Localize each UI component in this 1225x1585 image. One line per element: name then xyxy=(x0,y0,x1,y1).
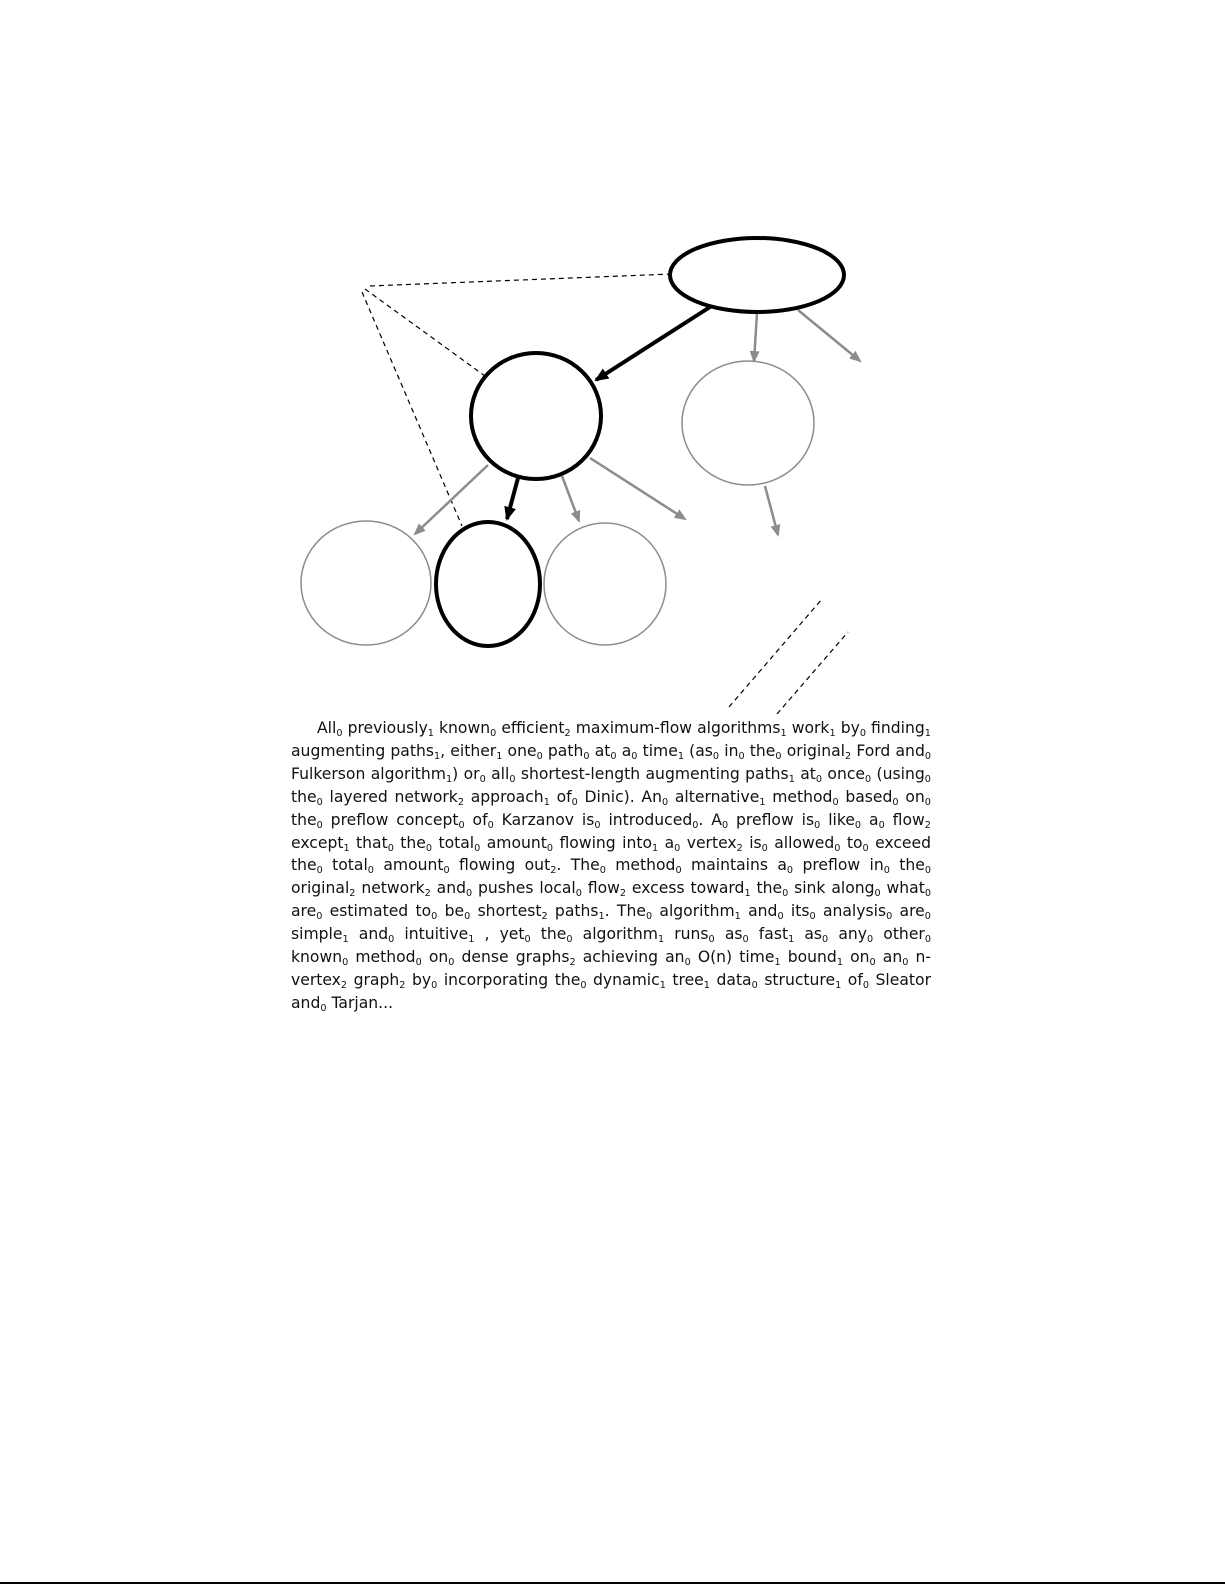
passage-word-subscript: 0 xyxy=(924,750,931,762)
passage-word-subscript: 0 xyxy=(466,888,473,900)
passage-word-subscript: 1 xyxy=(343,842,350,854)
passage-word-subscript: 0 xyxy=(464,911,471,923)
passage-word: paths xyxy=(745,764,789,783)
passage-word: into xyxy=(622,833,652,852)
passage-word: augmenting xyxy=(645,764,740,783)
passage-word: maximum-flow xyxy=(575,719,693,737)
passage-word: bound xyxy=(787,948,837,967)
passage-word-subscript: 0 xyxy=(536,750,543,762)
passage-word: dynamic xyxy=(593,970,660,989)
passage-word: (as xyxy=(689,741,713,760)
passage-word-subscript: 0 xyxy=(566,934,573,946)
edge-middle-to-offscreen xyxy=(590,458,685,519)
passage-word: the xyxy=(756,879,783,898)
passage-word-subscript: 0 xyxy=(809,911,816,923)
dashed-guides xyxy=(362,274,848,714)
passage-word-subscript: 0 xyxy=(924,911,931,923)
passage-word: algorithm xyxy=(370,764,446,783)
passage-word: total xyxy=(332,856,368,875)
passage-word-subscript: 1 xyxy=(659,979,666,991)
passage-word: . xyxy=(698,810,704,829)
passage-word-subscript: 0 xyxy=(924,773,931,785)
passage-word: a xyxy=(621,741,632,760)
passage-word: and xyxy=(358,925,389,944)
passage-word-subscript: 0 xyxy=(924,865,932,877)
passage-word: data xyxy=(716,970,752,989)
middle-node xyxy=(471,353,601,479)
passage-word-subscript: 0 xyxy=(742,934,749,946)
passage-word-subscript: 0 xyxy=(867,934,874,946)
leaf-node-right xyxy=(544,523,666,645)
passage-word: finding xyxy=(871,719,925,737)
passage-word: an xyxy=(882,948,903,967)
passage-word-subscript: 2 xyxy=(541,911,548,923)
passage-word: flow xyxy=(587,879,620,898)
passage-word-subscript: 0 xyxy=(415,956,422,968)
passage-word: algorithms xyxy=(697,719,781,737)
passage-word-subscript: 1 xyxy=(774,956,781,968)
passage-word: concept xyxy=(396,810,459,829)
passage-word: all xyxy=(491,764,510,783)
passage-word: are xyxy=(291,902,317,921)
passage-word: fast xyxy=(758,925,789,944)
passage-word: of xyxy=(556,787,572,806)
passage-word: (using xyxy=(876,764,925,783)
passage-word-subscript: 0 xyxy=(786,865,794,877)
passage-word: achieving xyxy=(582,948,659,967)
passage-word-subscript: 2 xyxy=(619,888,627,900)
passage-word: known xyxy=(439,719,491,737)
passage-word: , yet xyxy=(484,925,525,944)
passage-word-subscript: 0 xyxy=(388,934,395,946)
edge-middle-to-leaf-center xyxy=(507,478,518,519)
passage-word: and xyxy=(291,993,321,1012)
passage-word: are xyxy=(899,902,925,921)
passage-word-subscript: 0 xyxy=(751,979,758,991)
passage-word: dense xyxy=(461,948,509,967)
passage-word: the xyxy=(749,741,776,760)
passage-word: on xyxy=(428,948,449,967)
passage-word: network xyxy=(361,879,425,898)
passage-word: method xyxy=(615,856,676,875)
passage-word: and xyxy=(895,741,925,760)
passage-word-subscript: 1 xyxy=(446,773,453,785)
passage-word: amount xyxy=(486,833,547,852)
passage-word-subscript: 0 xyxy=(571,796,578,808)
passage-word: along xyxy=(831,879,875,898)
passage-word: amount xyxy=(383,856,444,875)
passage-word-subscript: 0 xyxy=(777,911,784,923)
passage-word-subscript: 1 xyxy=(788,934,795,946)
passage-word-subscript: 0 xyxy=(902,956,909,968)
passage-word: graph xyxy=(353,970,400,989)
passage-word: in xyxy=(724,741,739,760)
passage-word-subscript: 1 xyxy=(835,979,842,991)
passage-word: the xyxy=(291,810,317,829)
passage-word-subscript: 0 xyxy=(814,819,821,831)
passage-word-subscript: 1 xyxy=(734,911,741,923)
passage-word-subscript: 0 xyxy=(869,956,876,968)
passage-word: graphs xyxy=(515,948,570,967)
passage-word: is xyxy=(749,833,762,852)
passage-word-subscript: 0 xyxy=(886,911,893,923)
passage-word: that xyxy=(356,833,388,852)
passage-word: . xyxy=(604,902,610,921)
passage-word: algorithm xyxy=(582,925,658,944)
passage-word-subscript: 0 xyxy=(320,1002,327,1014)
passage-word-subscript: 2 xyxy=(564,727,571,739)
passage-word-subscript: 0 xyxy=(599,865,606,877)
passage-word-subscript: 1 xyxy=(598,911,605,923)
passage-word-subscript: 1 xyxy=(543,796,550,808)
edge-middle-to-leaf-right xyxy=(562,476,579,521)
passage-word-subscript: 2 xyxy=(924,819,931,831)
passage-word-subscript: 0 xyxy=(675,865,682,877)
passage-word: a xyxy=(664,833,675,852)
passage-word: allowed xyxy=(774,833,835,852)
passage-word: what xyxy=(886,879,925,898)
passage-word-subscript: 0 xyxy=(631,750,638,762)
passage-word: path xyxy=(547,741,584,760)
passage-word: efficient xyxy=(501,719,565,737)
passage-word: toward xyxy=(690,879,745,898)
passage-word: simple xyxy=(291,925,343,944)
passage-word-subscript: 2 xyxy=(424,888,431,900)
passage-word: original xyxy=(291,879,350,898)
passage-word-subscript: 0 xyxy=(865,773,872,785)
passage-word-subscript: 1 xyxy=(829,727,836,739)
passage-word-subscript: 0 xyxy=(834,842,841,854)
passage-word: as xyxy=(804,925,823,944)
passage-word-subscript: 0 xyxy=(721,819,729,831)
passage-word-subscript: 1 xyxy=(657,934,665,946)
passage-word-subscript: 0 xyxy=(862,842,869,854)
passage-word-subscript: 0 xyxy=(316,819,323,831)
passage-word: introduced xyxy=(608,810,693,829)
passage-word: once xyxy=(827,764,866,783)
dashed-line-lower-1 xyxy=(729,599,822,707)
passage-word: n-vertex xyxy=(291,948,931,989)
right-node xyxy=(682,361,814,485)
leaf-node-left xyxy=(301,521,431,645)
passage-word-subscript: 1 xyxy=(677,750,684,762)
passage-word-subscript: 2 xyxy=(845,750,852,762)
passage-word-subscript: 0 xyxy=(524,934,531,946)
passage-word: method xyxy=(772,787,833,806)
passage-word: O(n) xyxy=(697,948,733,967)
passage-word: flowing xyxy=(459,856,516,875)
passage-word-subscript: 0 xyxy=(431,979,438,991)
passage-word: by xyxy=(840,719,860,737)
passage-word: be xyxy=(444,902,465,921)
passage-word: vertex xyxy=(686,833,737,852)
passage-word: the xyxy=(291,787,317,806)
passage-word-subscript: 1 xyxy=(468,934,475,946)
passage-word: analysis xyxy=(822,902,887,921)
passage-word-subscript: 0 xyxy=(782,888,789,900)
passage-word: pushes xyxy=(478,879,534,898)
passage-word: an xyxy=(665,948,685,967)
passage-word-subscript: 0 xyxy=(509,773,516,785)
passage-word: local xyxy=(539,879,576,898)
passage-text xyxy=(291,717,931,1015)
passage-word-subscript: 2 xyxy=(340,979,348,991)
passage-word-subscript: 0 xyxy=(583,750,590,762)
passage-word: previously xyxy=(347,719,428,737)
passage-word: a xyxy=(869,810,879,829)
passage-word: to xyxy=(415,902,432,921)
passage-word-subscript: 0 xyxy=(832,796,839,808)
passage-word-subscript: 0 xyxy=(580,979,587,991)
dashed-line-to-root xyxy=(370,274,672,286)
passage-word-subscript: 0 xyxy=(610,750,617,762)
leaf-node-center xyxy=(436,522,540,646)
passage-word-subscript: 0 xyxy=(822,934,829,946)
passage-word: like xyxy=(828,810,855,829)
passage-word: is xyxy=(581,810,595,829)
passage-word: , xyxy=(440,741,446,760)
passage-word: paths xyxy=(554,902,599,921)
passage-word: based xyxy=(845,787,893,806)
passage-word: work xyxy=(791,719,830,737)
passage-word-subscript: 0 xyxy=(815,773,823,785)
passage-word-subscript: 1 xyxy=(433,750,441,762)
passage-word: at xyxy=(594,741,611,760)
passage-word: incorporating xyxy=(443,970,549,989)
passage-word: of xyxy=(472,810,488,829)
passage-word: shortest xyxy=(477,902,542,921)
passage-word: intuitive xyxy=(404,925,469,944)
passage-word: The xyxy=(570,856,600,875)
passage-word-subscript: 0 xyxy=(924,888,932,900)
passage-word-subscript: 0 xyxy=(645,911,653,923)
passage-word-subscript: 1 xyxy=(780,727,787,739)
passage-word-subscript: 0 xyxy=(316,911,323,923)
passage-word-subscript: 0 xyxy=(342,956,349,968)
passage-word-subscript: 1 xyxy=(836,956,843,968)
passage-word: to xyxy=(846,833,863,852)
passage-word: the xyxy=(899,856,925,875)
passage-word-subscript: 0 xyxy=(661,796,669,808)
passage-word-subscript: 1 xyxy=(652,842,659,854)
passage-word-subscript: 1 xyxy=(744,888,751,900)
passage-word: the xyxy=(554,970,581,989)
passage-word: network xyxy=(394,787,458,806)
passage-word-subscript: 0 xyxy=(862,979,869,991)
passage-word: its xyxy=(790,902,810,921)
passage-word: preflow xyxy=(330,810,389,829)
passage-word-subscript: 1 xyxy=(427,727,434,739)
passage-word: Dinic). xyxy=(584,787,635,806)
passage-word: any xyxy=(838,925,867,944)
passage-word: sink xyxy=(794,879,826,898)
passage-word-subscript: 1 xyxy=(788,773,795,785)
passage-word-subscript: 0 xyxy=(684,956,691,968)
passage-word-subscript: 0 xyxy=(316,865,323,877)
passage-word: and xyxy=(748,902,778,921)
passage-word: All xyxy=(317,719,337,737)
passage-word-subscript: 0 xyxy=(775,750,782,762)
passage-word: exceed xyxy=(875,833,932,852)
passage-word: original xyxy=(786,741,845,760)
passage-word-subscript: 0 xyxy=(575,888,582,900)
passage-word-subscript: 0 xyxy=(859,727,866,739)
passage-word-subscript: 0 xyxy=(387,842,394,854)
passage-word-subscript: 0 xyxy=(594,819,601,831)
edge-root-to-right-node xyxy=(754,313,757,361)
passage-word: Tarjan... xyxy=(331,993,394,1012)
passage-word-subscript: 2 xyxy=(550,865,557,877)
passage-word-subscript: 0 xyxy=(854,819,862,831)
passage-word-subscript: 0 xyxy=(487,819,494,831)
passage-word: the xyxy=(291,856,317,875)
passage-word-subscript: 1 xyxy=(496,750,503,762)
passage-word-subscript: 0 xyxy=(708,934,715,946)
passage-word: total xyxy=(438,833,475,852)
passage-word-subscript: 0 xyxy=(892,796,899,808)
passage-word: paths xyxy=(390,741,434,760)
dashed-line-lower-2 xyxy=(777,632,848,714)
passage-word: the xyxy=(540,925,567,944)
passage-word: A xyxy=(711,810,722,829)
passage-word: or xyxy=(463,764,480,783)
passage-word-subscript: 0 xyxy=(546,842,554,854)
passage-word-subscript: 0 xyxy=(336,727,343,739)
passage-word-subscript: 0 xyxy=(443,865,450,877)
passage-word-subscript: 0 xyxy=(878,819,885,831)
passage-word: flow xyxy=(892,810,925,829)
passage-word: a xyxy=(777,856,787,875)
passage-word-subscript: 1 xyxy=(759,796,766,808)
passage-word-subscript: 1 xyxy=(703,979,710,991)
passage-word-subscript: 0 xyxy=(761,842,768,854)
passage-word: preflow xyxy=(736,810,794,829)
root-node xyxy=(670,238,844,312)
edge-root-to-middle xyxy=(596,307,710,380)
passage-word: other xyxy=(883,925,925,944)
passage-word: ) xyxy=(452,764,459,783)
passage-word: by xyxy=(411,970,432,989)
passage-word: on xyxy=(905,787,925,806)
passage-word: on xyxy=(850,948,870,967)
passage-word: runs xyxy=(674,925,709,944)
passage-word-subscript: 0 xyxy=(490,727,497,739)
passage-word: structure xyxy=(764,970,836,989)
passage-word: out xyxy=(524,856,551,875)
passage-word-subscript: 0 xyxy=(674,842,681,854)
passage-word-subscript: 1 xyxy=(924,727,931,739)
passage-word-subscript: 0 xyxy=(458,819,465,831)
passage-word: time xyxy=(642,741,678,760)
passage-word: flowing xyxy=(559,833,616,852)
passage-word: Sleator xyxy=(875,970,931,989)
dashed-line-to-leaf xyxy=(362,292,462,526)
passage-word: shortest-length xyxy=(520,764,641,783)
passage-word: excess xyxy=(631,879,685,898)
passage-word-subscript: 1 xyxy=(342,934,349,946)
passage-word-subscript: 0 xyxy=(474,842,481,854)
passage-word: time xyxy=(739,948,775,967)
passage-word-subscript: 0 xyxy=(883,865,890,877)
passage-word: maintains xyxy=(691,856,768,875)
passage-word: at xyxy=(800,764,816,783)
passage-word: one xyxy=(507,741,537,760)
passage-word-subscript: 0 xyxy=(924,934,931,946)
passage-word: algorithm xyxy=(659,902,735,921)
edge-root-to-offscreen xyxy=(798,310,860,361)
passage-word-subscript: 2 xyxy=(457,796,464,808)
passage-word-subscript: 0 xyxy=(692,819,699,831)
passage-word: is xyxy=(801,810,815,829)
passage-word-subscript: 0 xyxy=(448,956,455,968)
passage-word: layered xyxy=(329,787,388,806)
passage-word: as xyxy=(724,925,743,944)
passage-word: estimated xyxy=(329,902,409,921)
passage-word: preflow xyxy=(802,856,861,875)
bottom-rule xyxy=(0,1582,1225,1584)
passage-word-subscript: 0 xyxy=(425,842,433,854)
passage-word: tree xyxy=(672,970,704,989)
passage-word: in xyxy=(869,856,884,875)
passage-word: Ford xyxy=(856,741,891,760)
passage-word: and xyxy=(436,879,466,898)
passage-word-subscript: 0 xyxy=(924,796,931,808)
dashed-line-to-middle-node xyxy=(365,289,485,376)
passage-word-subscript: 0 xyxy=(316,796,323,808)
passage-word: . xyxy=(556,856,562,875)
passage-word-subscript: 0 xyxy=(738,750,745,762)
passage-word-subscript: 0 xyxy=(712,750,720,762)
passage-word-subscript: 2 xyxy=(349,888,356,900)
passage-word-subscript: 0 xyxy=(874,888,881,900)
passage-word: augmenting xyxy=(291,741,386,760)
passage-word: An xyxy=(641,787,662,806)
passage-word: approach xyxy=(470,787,544,806)
passage-word: except xyxy=(291,833,344,852)
passage-word: method xyxy=(355,948,416,967)
passage-word: of xyxy=(847,970,863,989)
passage-word: Fulkerson xyxy=(291,764,366,783)
passage-word-subscript: 0 xyxy=(479,773,486,785)
passage-word: either xyxy=(450,741,497,760)
passage-word: The xyxy=(616,902,646,921)
passage-word: alternative xyxy=(674,787,760,806)
passage-word-subscript: 2 xyxy=(399,979,406,991)
passage-word: Karzanov xyxy=(501,810,574,829)
edge-right-node-to-offscreen xyxy=(765,486,778,535)
passage-word: known xyxy=(291,948,343,967)
passage-word-subscript: 0 xyxy=(431,911,438,923)
passage-word-subscript: 0 xyxy=(367,865,374,877)
passage-word-subscript: 2 xyxy=(736,842,743,854)
passage-word: the xyxy=(400,833,426,852)
passage-word-subscript: 2 xyxy=(569,956,576,968)
